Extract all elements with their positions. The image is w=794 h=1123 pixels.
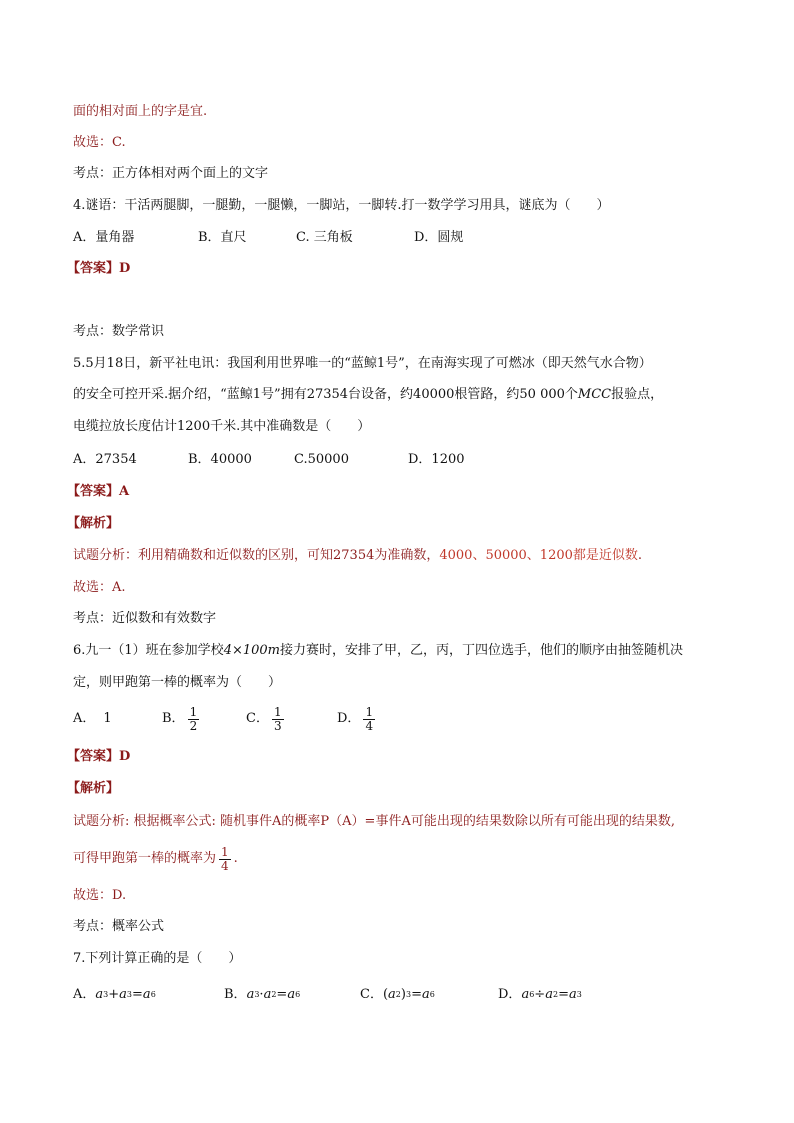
q6-option-c-fraction: $\frac{1}{3}$ <box>273 704 282 733</box>
q6-option-a: A． 1 <box>73 711 112 726</box>
q5-analysis-b: 4000、50000、1200都是近似数 <box>439 548 638 563</box>
question-4: 4.谜语：干活两腿脚，一腿勤，一腿懒，一脚站，一脚转.打一数学学习用具，谜底为（ ） <box>73 198 610 213</box>
q6-answer: 【答案】D <box>67 749 131 764</box>
q7-option-a: A． a 3 + a 3 = a 6 <box>73 987 156 1002</box>
q4-option-d: D．圆规 <box>414 230 464 245</box>
q6-text-a: 6.九一（1）班在参加学校 <box>73 643 224 658</box>
q4-option-b: B．直尺 <box>198 230 247 245</box>
q6-option-c: C． $\frac{1}{3}$ <box>246 704 282 733</box>
q5-analysis <box>73 547 642 565</box>
q5-option-b: B．40000 <box>188 452 252 467</box>
q7-option-b: B． a 3 · a 2 = a 6 <box>224 987 301 1002</box>
q6-math-relay: 4×100m <box>223 643 280 658</box>
q5-analysis-c: . <box>637 548 643 563</box>
q5-analysis-label: 【解析】 <box>67 516 120 531</box>
q4-option-c: C. 三角板 <box>296 230 353 245</box>
q6-analysis-label: 【解析】 <box>67 781 120 796</box>
q5-text-b: 报验点， <box>611 387 664 402</box>
q4-answer: 【答案】D <box>67 261 131 276</box>
q6-option-b: B． $\frac{1}{2}$ <box>162 704 198 733</box>
q7-options <box>73 986 582 1004</box>
q6-option-d-fraction: $\frac{1}{4}$ <box>365 704 374 733</box>
q5-options <box>73 451 465 469</box>
q5-option-d: D．1200 <box>408 452 465 467</box>
q6-choice: 故选：D. <box>73 888 127 903</box>
continuation-text: 面的相对面上的字是宜. <box>73 104 208 119</box>
q5-answer: 【答案】A <box>67 484 130 499</box>
question-6-line-2: 定，则甲跑第一棒的概率为（ ） <box>73 675 282 690</box>
question-6-line-1 <box>73 642 683 660</box>
question-7: 7.下列计算正确的是（ ） <box>73 951 242 966</box>
q5-analysis-a: 试题分析：利用精确数和近似数的区别，可知27354为准确数， <box>73 548 440 563</box>
q5-choice: 故选：A. <box>73 580 126 595</box>
q5-option-c: C.50000 <box>294 452 349 467</box>
q6-option-b-fraction: $\frac{1}{2}$ <box>189 704 198 733</box>
question-5-line-3: 电缆拉放长度估计1200千米.其中准确数是（ ） <box>73 419 371 434</box>
q4-option-a: A．量角器 <box>73 230 135 245</box>
q7-option-d: D． a 6 ÷ a 2 = a 3 <box>498 987 582 1002</box>
q6-option-d: D． $\frac{1}{4}$ <box>337 704 374 733</box>
q5-option-a: A．27354 <box>73 452 137 467</box>
q6-analysis-line-2: 可得甲跑第一棒的概率为 $\frac{1}{4}$ . <box>73 844 238 873</box>
knowledge-point: 考点：正方体相对两个面上的文字 <box>73 166 269 181</box>
q6-text-b: 接力赛时，安排了甲，乙，丙，丁四位选手，他们的顺序由抽签随机决 <box>280 643 684 658</box>
q4-knowledge-point: 考点：数学常识 <box>73 324 165 339</box>
q5-math-mcc: MCC <box>577 387 612 402</box>
q6-analysis-fraction: $\frac{1}{4}$ <box>221 844 229 873</box>
q7-option-c: C． ( a 2 ) 3 = a 6 <box>360 987 435 1002</box>
q6-options <box>73 702 378 736</box>
q5-knowledge-point: 考点：近似数和有效数字 <box>73 611 217 626</box>
question-5-line-1: 5.5月18日，新平社电讯：我国利用世界唯一的“蓝鲸1号”，在南海实现了可燃冰（即天然气水合物） <box>73 356 652 371</box>
q6-analysis-line-1: 试题分析: 根据概率公式: 随机事件A的概率P（A）=事件A可能出现的结果数除以所有可能出现的结果数, <box>73 814 675 829</box>
q6-knowledge-point: 考点：概率公式 <box>73 919 165 934</box>
question-5-line-2 <box>73 386 663 404</box>
q4-options <box>73 229 463 247</box>
choice-statement: 故选：C. <box>73 135 126 150</box>
q5-text-a: 的安全可控开采.据介绍，“蓝鲸1号”拥有27354台设备，约40000根管路，约50 000个 <box>73 387 578 402</box>
